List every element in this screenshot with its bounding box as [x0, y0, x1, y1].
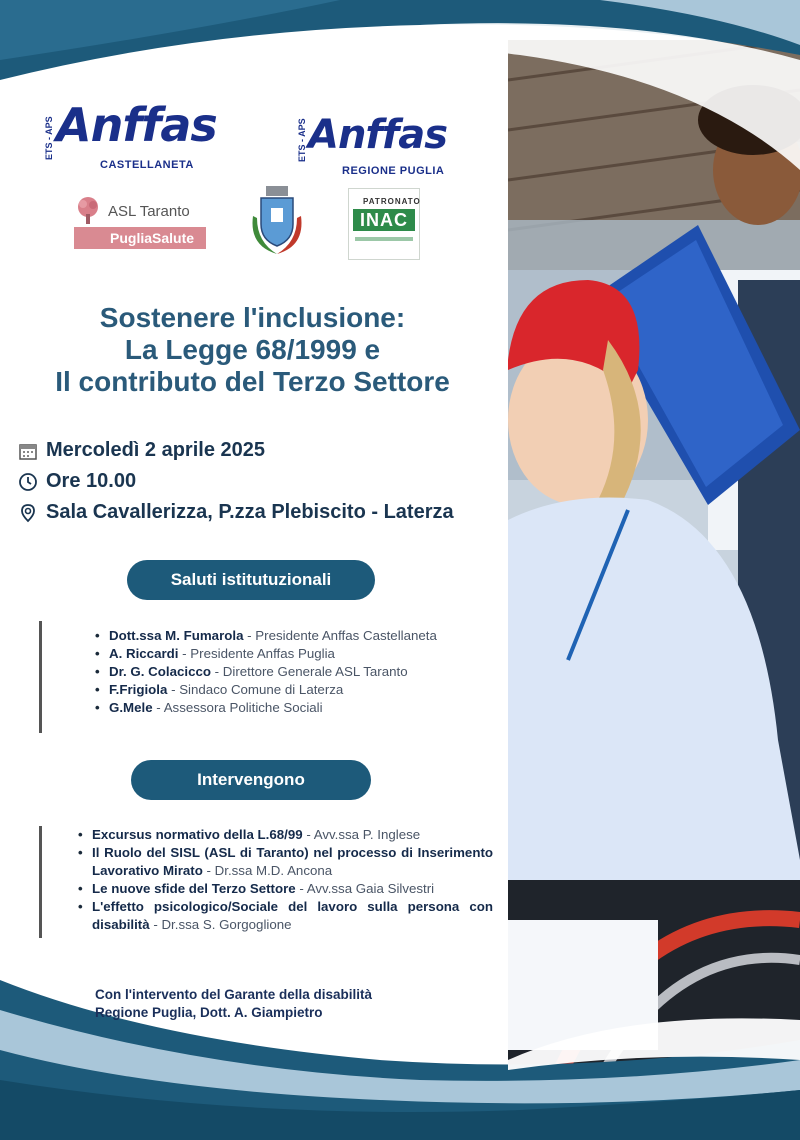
list-item [95, 681, 495, 699]
interventi-list [78, 826, 493, 934]
closing-line-1: Con l'intervento del Garante della disabilità [95, 987, 373, 1002]
list-item-detail: - Presidente Anffas Puglia [178, 646, 335, 661]
list-item-detail: - Sindaco Comune di Laterza [167, 682, 344, 697]
title-line-2: La Legge 68/1999 e [124, 334, 381, 365]
saluti-bar [39, 621, 42, 733]
ets-aps-tag-right: ETS - APS [297, 118, 307, 162]
list-item-bold: Dott.ssa M. Fumarola [109, 628, 244, 643]
anffas-sub-right: REGIONE PUGLIA [342, 165, 445, 177]
event-title [0, 302, 505, 398]
event-date: Mercoledì 2 aprile 2025 [46, 439, 266, 461]
inac-logo [348, 188, 420, 260]
list-item-bold: Dr. G. Colacicco [109, 664, 211, 679]
list-item [78, 826, 493, 844]
list-item [95, 645, 495, 663]
title-line-3: Il contributo del Terzo Settore [55, 366, 450, 397]
list-item [78, 844, 493, 880]
event-place-row [18, 501, 454, 524]
title-line-1: Sostenere l'inclusione: [99, 302, 406, 333]
list-item-detail: - Direttore Generale ASL Taranto [210, 664, 408, 679]
list-item-detail: - Dr.ssa S. Gorgoglione [149, 917, 292, 932]
closing-line-2: Regione Puglia, Dott. A. Giampietro [95, 1005, 323, 1020]
event-time-row [18, 470, 136, 493]
anffas-sub-left: CASTELLANETA [100, 159, 194, 171]
list-item-bold: Le nuove sfide del Terzo Settore [92, 881, 296, 896]
event-time: Ore 10.00 [46, 470, 137, 492]
list-item-bold: Excursus normativo della L.68/99 [92, 827, 303, 842]
list-item [95, 627, 495, 645]
event-date-row [18, 439, 265, 462]
comune-crest-icon [249, 186, 305, 258]
asl-name: ASL Taranto [108, 203, 190, 220]
list-item-bold: A. Riccardi [109, 646, 179, 661]
list-item-detail: - Presidente Anffas Castellaneta [243, 628, 437, 643]
list-item-bold: Il Ruolo del SISL (ASL di Taranto) nel processo di Inserimento Lavorativo Mirato [92, 845, 493, 878]
location-pin-icon [18, 503, 38, 523]
closing-note [95, 986, 372, 1022]
list-item-bold: F.Frigiola [109, 682, 168, 697]
tree-icon [74, 196, 102, 226]
ets-aps-tag: ETS - APS [44, 116, 54, 160]
saluti-list [95, 627, 495, 717]
list-item [78, 898, 493, 934]
interventi-bar [39, 826, 42, 938]
list-item [95, 663, 495, 681]
list-item [95, 699, 495, 717]
inac-top: PATRONATO [363, 197, 421, 206]
clock-icon [18, 472, 38, 492]
asl-sub: PugliaSalute [74, 227, 206, 249]
list-item [78, 880, 493, 898]
event-place: Sala Cavallerizza, P.zza Plebiscito - Laterza [46, 501, 454, 523]
saluti-heading: Saluti istitutuzionali [127, 560, 375, 600]
inac-name: INAC [353, 209, 415, 231]
asl-taranto-logo [74, 196, 206, 250]
anffas-brand-right: Anffas [308, 112, 448, 158]
list-item-detail: - Assessora Politiche Sociali [152, 700, 323, 715]
list-item-bold: G.Mele [109, 700, 153, 715]
list-item-detail: - Avv.ssa P. Inglese [302, 827, 421, 842]
list-item-bold: L'effetto psicologico/Sociale del lavoro sulla persona con disabilità [92, 899, 493, 932]
calendar-icon [18, 441, 38, 461]
anffas-brand-left: Anffas [56, 98, 217, 152]
list-item-detail: - Avv.ssa Gaia Silvestri [295, 881, 435, 896]
list-item-detail: - Dr.ssa M.D. Ancona [202, 863, 333, 878]
interventi-heading: Intervengono [131, 760, 371, 800]
